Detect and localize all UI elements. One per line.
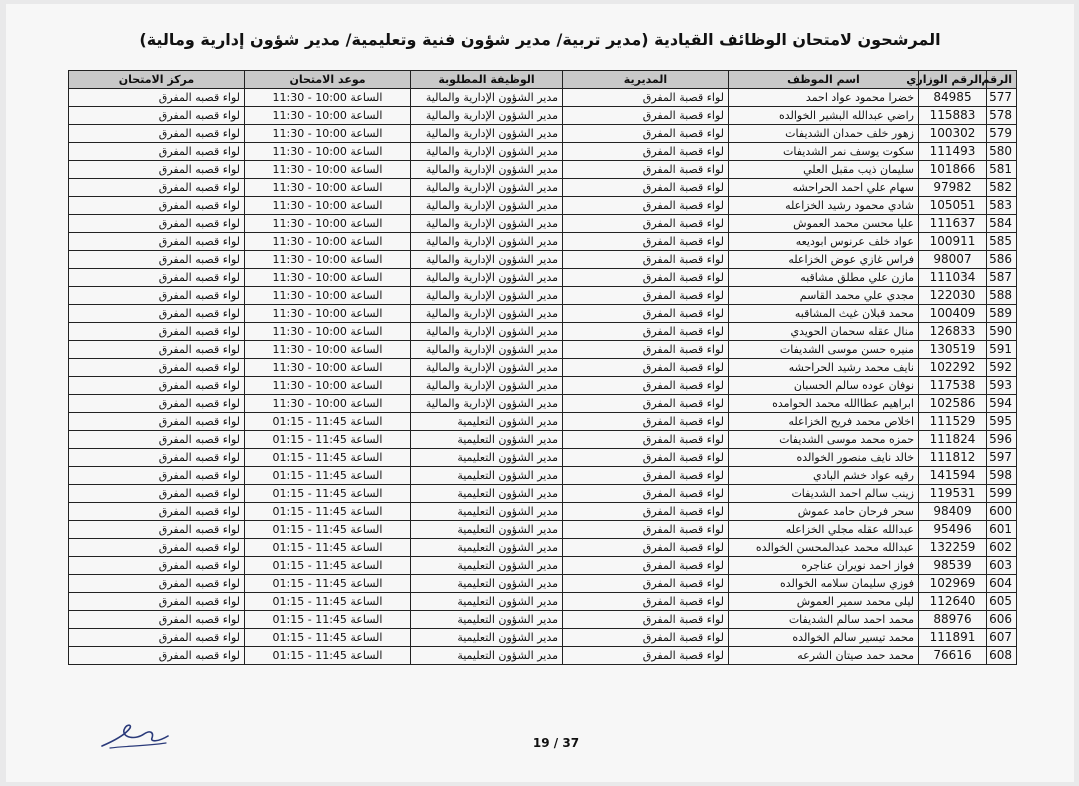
cell-exam-time: الساعة 10:00 - 11:30 (245, 161, 411, 179)
cell-ministry-id: 102969 (919, 575, 987, 593)
cell-exam-center: لواء قصبه المفرق (69, 449, 245, 467)
cell-ministry-id: 88976 (919, 611, 987, 629)
cell-no: 608 (987, 647, 1017, 665)
cell-job: مدير الشؤون التعليمية (411, 521, 563, 539)
cell-directorate: لواء قصبة المفرق (563, 233, 729, 251)
cell-no: 594 (987, 395, 1017, 413)
cell-exam-time: الساعة 10:00 - 11:30 (245, 269, 411, 287)
cell-directorate: لواء قصبة المفرق (563, 197, 729, 215)
cell-no: 585 (987, 233, 1017, 251)
cell-ministry-id: 95496 (919, 521, 987, 539)
cell-name: خضرا محمود عواد احمد (729, 89, 919, 107)
cell-exam-time: الساعة 11:45 - 01:15 (245, 647, 411, 665)
cell-no: 586 (987, 251, 1017, 269)
cell-exam-time: الساعة 10:00 - 11:30 (245, 197, 411, 215)
cell-directorate: لواء قصبة المفرق (563, 413, 729, 431)
cell-ministry-id: 76616 (919, 647, 987, 665)
col-header-job: الوظيفة المطلوبة (411, 71, 563, 89)
handwritten-signature (96, 716, 176, 752)
cell-exam-center: لواء قصبه المفرق (69, 575, 245, 593)
cell-no: 588 (987, 287, 1017, 305)
cell-ministry-id: 111812 (919, 449, 987, 467)
cell-job: مدير الشؤون الإدارية والمالية (411, 179, 563, 197)
cell-job: مدير الشؤون الإدارية والمالية (411, 251, 563, 269)
table-row (69, 107, 1017, 125)
cell-directorate: لواء قصبة المفرق (563, 305, 729, 323)
cell-job: مدير الشؤون الإدارية والمالية (411, 305, 563, 323)
cell-name: حمزه محمد موسى الشديفات (729, 431, 919, 449)
cell-ministry-id: 130519 (919, 341, 987, 359)
cell-job: مدير الشؤون التعليمية (411, 467, 563, 485)
cell-no: 605 (987, 593, 1017, 611)
cell-exam-center: لواء قصبه المفرق (69, 125, 245, 143)
cell-name: منيره حسن موسى الشديفات (729, 341, 919, 359)
cell-directorate: لواء قصبة المفرق (563, 215, 729, 233)
cell-ministry-id: 111824 (919, 431, 987, 449)
cell-job: مدير الشؤون الإدارية والمالية (411, 143, 563, 161)
cell-job: مدير الشؤون التعليمية (411, 503, 563, 521)
cell-exam-center: لواء قصبه المفرق (69, 143, 245, 161)
cell-exam-center: لواء قصبه المفرق (69, 359, 245, 377)
cell-exam-center: لواء قصبه المفرق (69, 629, 245, 647)
cell-exam-time: الساعة 10:00 - 11:30 (245, 143, 411, 161)
cell-name: ابراهيم عطاالله محمد الحوامده (729, 395, 919, 413)
cell-job: مدير الشؤون الإدارية والمالية (411, 125, 563, 143)
cell-exam-time: الساعة 11:45 - 01:15 (245, 593, 411, 611)
cell-no: 597 (987, 449, 1017, 467)
cell-exam-center: لواء قصبه المفرق (69, 233, 245, 251)
cell-job: مدير الشؤون التعليمية (411, 539, 563, 557)
table-row (69, 125, 1017, 143)
cell-name: محمد حمد صيتان الشرعه (729, 647, 919, 665)
cell-exam-center: لواء قصبه المفرق (69, 539, 245, 557)
cell-no: 598 (987, 467, 1017, 485)
cell-name: نوفان عوده سالم الحسبان (729, 377, 919, 395)
cell-job: مدير الشؤون التعليمية (411, 485, 563, 503)
cell-exam-center: لواء قصبه المفرق (69, 215, 245, 233)
cell-directorate: لواء قصبة المفرق (563, 161, 729, 179)
cell-directorate: لواء قصبة المفرق (563, 251, 729, 269)
table-row (69, 413, 1017, 431)
cell-no: 593 (987, 377, 1017, 395)
cell-directorate: لواء قصبة المفرق (563, 629, 729, 647)
cell-directorate: لواء قصبة المفرق (563, 503, 729, 521)
cell-ministry-id: 111891 (919, 629, 987, 647)
table-row (69, 449, 1017, 467)
table-row (69, 395, 1017, 413)
table-row (69, 647, 1017, 665)
cell-exam-center: لواء قصبه المفرق (69, 161, 245, 179)
cell-exam-center: لواء قصبه المفرق (69, 89, 245, 107)
cell-job: مدير الشؤون الإدارية والمالية (411, 359, 563, 377)
cell-job: مدير الشؤون الإدارية والمالية (411, 377, 563, 395)
cell-exam-center: لواء قصبه المفرق (69, 287, 245, 305)
table-header-row (69, 71, 1017, 89)
cell-exam-center: لواء قصبه المفرق (69, 485, 245, 503)
table-row (69, 629, 1017, 647)
cell-exam-time: الساعة 10:00 - 11:30 (245, 251, 411, 269)
cell-exam-center: لواء قصبه المفرق (69, 197, 245, 215)
cell-directorate: لواء قصبة المفرق (563, 539, 729, 557)
cell-exam-time: الساعة 11:45 - 01:15 (245, 485, 411, 503)
cell-ministry-id: 105051 (919, 197, 987, 215)
cell-name: محمد تيسير سالم الخوالده (729, 629, 919, 647)
cell-job: مدير الشؤون التعليمية (411, 431, 563, 449)
col-header-ministry-id: الرقم الوزاري (919, 71, 987, 89)
cell-directorate: لواء قصبة المفرق (563, 485, 729, 503)
table-row (69, 233, 1017, 251)
cell-exam-time: الساعة 10:00 - 11:30 (245, 377, 411, 395)
cell-directorate: لواء قصبة المفرق (563, 125, 729, 143)
cell-ministry-id: 102586 (919, 395, 987, 413)
table-row (69, 215, 1017, 233)
cell-name: ليلى محمد سمير العموش (729, 593, 919, 611)
table-row (69, 269, 1017, 287)
cell-exam-center: لواء قصبه المفرق (69, 323, 245, 341)
cell-ministry-id: 117538 (919, 377, 987, 395)
cell-no: 595 (987, 413, 1017, 431)
cell-no: 587 (987, 269, 1017, 287)
cell-ministry-id: 102292 (919, 359, 987, 377)
table-row (69, 485, 1017, 503)
cell-job: مدير الشؤون التعليمية (411, 557, 563, 575)
col-header-exam-time: موعد الامتحان (245, 71, 411, 89)
cell-no: 583 (987, 197, 1017, 215)
cell-ministry-id: 132259 (919, 539, 987, 557)
cell-exam-time: الساعة 11:45 - 01:15 (245, 431, 411, 449)
cell-job: مدير الشؤون الإدارية والمالية (411, 215, 563, 233)
cell-name: عبدالله عقله مجلي الخزاعله (729, 521, 919, 539)
cell-exam-center: لواء قصبه المفرق (69, 611, 245, 629)
cell-job: مدير الشؤون التعليمية (411, 611, 563, 629)
cell-name: عواد خلف عرنوس ابوديعه (729, 233, 919, 251)
cell-ministry-id: 98409 (919, 503, 987, 521)
cell-directorate: لواء قصبة المفرق (563, 467, 729, 485)
cell-no: 582 (987, 179, 1017, 197)
cell-directorate: لواء قصبة المفرق (563, 647, 729, 665)
table-row (69, 197, 1017, 215)
cell-no: 592 (987, 359, 1017, 377)
cell-exam-center: لواء قصبه المفرق (69, 269, 245, 287)
cell-no: 602 (987, 539, 1017, 557)
cell-exam-time: الساعة 10:00 - 11:30 (245, 215, 411, 233)
cell-job: مدير الشؤون التعليمية (411, 413, 563, 431)
cell-exam-time: الساعة 11:45 - 01:15 (245, 467, 411, 485)
cell-name: عبدالله محمد عبدالمحسن الخوالده (729, 539, 919, 557)
cell-ministry-id: 126833 (919, 323, 987, 341)
cell-exam-center: لواء قصبه المفرق (69, 251, 245, 269)
cell-directorate: لواء قصبة المفرق (563, 431, 729, 449)
cell-directorate: لواء قصبة المفرق (563, 89, 729, 107)
cell-exam-time: الساعة 10:00 - 11:30 (245, 395, 411, 413)
table-row (69, 89, 1017, 107)
cell-no: 590 (987, 323, 1017, 341)
cell-name: محمد قبلان غيث المشاقبه (729, 305, 919, 323)
cell-exam-center: لواء قصبه المفرق (69, 179, 245, 197)
table-row (69, 179, 1017, 197)
cell-name: خالد نايف منصور الخوالده (729, 449, 919, 467)
cell-no: 581 (987, 161, 1017, 179)
cell-name: سحر فرحان حامد عموش (729, 503, 919, 521)
cell-no: 604 (987, 575, 1017, 593)
cell-directorate: لواء قصبة المفرق (563, 521, 729, 539)
table-row (69, 431, 1017, 449)
candidates-table (68, 70, 1017, 665)
cell-directorate: لواء قصبة المفرق (563, 557, 729, 575)
document-page (6, 4, 1074, 782)
cell-ministry-id: 119531 (919, 485, 987, 503)
document-title: المرشحون لامتحان الوظائف القيادية (مدير تربية/ مدير شؤون فنية وتعليمية/ مدير شؤون إدارية ومالية) (139, 30, 941, 49)
cell-job: مدير الشؤون الإدارية والمالية (411, 269, 563, 287)
cell-ministry-id: 112640 (919, 593, 987, 611)
cell-name: محمد احمد سالم الشديفات (729, 611, 919, 629)
table-row (69, 467, 1017, 485)
cell-name: نايف محمد رشيد الحراحشه (729, 359, 919, 377)
cell-directorate: لواء قصبة المفرق (563, 341, 729, 359)
cell-ministry-id: 84985 (919, 89, 987, 107)
cell-exam-time: الساعة 10:00 - 11:30 (245, 305, 411, 323)
cell-job: مدير الشؤون الإدارية والمالية (411, 395, 563, 413)
cell-name: رقيه عواد خشم البادي (729, 467, 919, 485)
cell-exam-center: لواء قصبه المفرق (69, 341, 245, 359)
cell-exam-time: الساعة 10:00 - 11:30 (245, 323, 411, 341)
cell-exam-center: لواء قصبه المفرق (69, 107, 245, 125)
table-row (69, 575, 1017, 593)
col-header-name: اسم الموظف (729, 71, 919, 89)
cell-directorate: لواء قصبة المفرق (563, 359, 729, 377)
cell-directorate: لواء قصبة المفرق (563, 395, 729, 413)
table-row (69, 161, 1017, 179)
table-row (69, 359, 1017, 377)
cell-exam-time: الساعة 11:45 - 01:15 (245, 539, 411, 557)
cell-directorate: لواء قصبة المفرق (563, 143, 729, 161)
cell-job: مدير الشؤون الإدارية والمالية (411, 197, 563, 215)
table-row (69, 251, 1017, 269)
table-row (69, 611, 1017, 629)
table-row (69, 503, 1017, 521)
cell-job: مدير الشؤون الإدارية والمالية (411, 89, 563, 107)
cell-job: مدير الشؤون الإدارية والمالية (411, 161, 563, 179)
cell-name: منال عقله سحمان الحويدي (729, 323, 919, 341)
cell-exam-time: الساعة 10:00 - 11:30 (245, 125, 411, 143)
cell-exam-center: لواء قصبه المفرق (69, 647, 245, 665)
cell-exam-time: الساعة 11:45 - 01:15 (245, 413, 411, 431)
cell-exam-time: الساعة 10:00 - 11:30 (245, 107, 411, 125)
cell-no: 596 (987, 431, 1017, 449)
table-row (69, 557, 1017, 575)
cell-no: 577 (987, 89, 1017, 107)
table-row (69, 305, 1017, 323)
cell-directorate: لواء قصبة المفرق (563, 107, 729, 125)
cell-exam-time: الساعة 11:45 - 01:15 (245, 575, 411, 593)
cell-exam-center: لواء قصبه المفرق (69, 305, 245, 323)
cell-exam-time: الساعة 11:45 - 01:15 (245, 503, 411, 521)
table-row (69, 377, 1017, 395)
cell-ministry-id: 111493 (919, 143, 987, 161)
cell-no: 580 (987, 143, 1017, 161)
cell-job: مدير الشؤون الإدارية والمالية (411, 323, 563, 341)
cell-ministry-id: 111637 (919, 215, 987, 233)
cell-exam-center: لواء قصبه المفرق (69, 521, 245, 539)
cell-directorate: لواء قصبة المفرق (563, 611, 729, 629)
table-row (69, 539, 1017, 557)
cell-exam-center: لواء قصبه المفرق (69, 395, 245, 413)
cell-job: مدير الشؤون التعليمية (411, 647, 563, 665)
cell-no: 599 (987, 485, 1017, 503)
cell-exam-time: الساعة 10:00 - 11:30 (245, 359, 411, 377)
cell-job: مدير الشؤون التعليمية (411, 449, 563, 467)
cell-name: مجدي علي محمد القاسم (729, 287, 919, 305)
cell-ministry-id: 141594 (919, 467, 987, 485)
cell-exam-time: الساعة 10:00 - 11:30 (245, 179, 411, 197)
cell-no: 578 (987, 107, 1017, 125)
col-header-directorate: المديرية (563, 71, 729, 89)
cell-name: زهور خلف حمدان الشديفات (729, 125, 919, 143)
cell-ministry-id: 100302 (919, 125, 987, 143)
col-header-exam-center: مركز الامتحان (69, 71, 245, 89)
cell-no: 606 (987, 611, 1017, 629)
cell-exam-time: الساعة 10:00 - 11:30 (245, 233, 411, 251)
cell-ministry-id: 100409 (919, 305, 987, 323)
cell-name: فوزي سليمان سلامه الخوالده (729, 575, 919, 593)
cell-ministry-id: 115883 (919, 107, 987, 125)
cell-exam-time: الساعة 11:45 - 01:15 (245, 629, 411, 647)
cell-ministry-id: 98007 (919, 251, 987, 269)
cell-ministry-id: 101866 (919, 161, 987, 179)
cell-no: 589 (987, 305, 1017, 323)
cell-no: 601 (987, 521, 1017, 539)
cell-name: اخلاص محمد فريح الخزاعله (729, 413, 919, 431)
cell-exam-center: لواء قصبه المفرق (69, 431, 245, 449)
cell-directorate: لواء قصبة المفرق (563, 377, 729, 395)
cell-ministry-id: 111034 (919, 269, 987, 287)
page-number: 19 / 37 (532, 736, 580, 750)
cell-name: عليا محسن محمد العموش (729, 215, 919, 233)
cell-directorate: لواء قصبة المفرق (563, 323, 729, 341)
cell-name: مازن علي مطلق مشاقبه (729, 269, 919, 287)
table-row (69, 521, 1017, 539)
cell-exam-time: الساعة 10:00 - 11:30 (245, 89, 411, 107)
cell-name: فراس غازي عوض الخزاعله (729, 251, 919, 269)
table-row (69, 287, 1017, 305)
table-body (69, 89, 1017, 665)
cell-no: 584 (987, 215, 1017, 233)
cell-ministry-id: 100911 (919, 233, 987, 251)
cell-directorate: لواء قصبة المفرق (563, 179, 729, 197)
cell-ministry-id: 122030 (919, 287, 987, 305)
cell-exam-time: الساعة 11:45 - 01:15 (245, 449, 411, 467)
cell-name: فواز احمد نويران عناجره (729, 557, 919, 575)
cell-exam-center: لواء قصبه المفرق (69, 467, 245, 485)
cell-ministry-id: 97982 (919, 179, 987, 197)
col-header-no: الرقم (987, 71, 1017, 89)
cell-job: مدير الشؤون التعليمية (411, 593, 563, 611)
table-row (69, 143, 1017, 161)
cell-directorate: لواء قصبة المفرق (563, 269, 729, 287)
cell-name: سكوت يوسف نمر الشديفات (729, 143, 919, 161)
cell-ministry-id: 98539 (919, 557, 987, 575)
cell-name: راضي عبدالله البشير الخوالده (729, 107, 919, 125)
cell-exam-center: لواء قصبه المفرق (69, 593, 245, 611)
cell-job: مدير الشؤون الإدارية والمالية (411, 341, 563, 359)
cell-name: زينب سالم احمد الشديفات (729, 485, 919, 503)
cell-ministry-id: 111529 (919, 413, 987, 431)
cell-exam-time: الساعة 10:00 - 11:30 (245, 341, 411, 359)
cell-no: 607 (987, 629, 1017, 647)
cell-name: سهام علي احمد الحراحشه (729, 179, 919, 197)
cell-directorate: لواء قصبة المفرق (563, 449, 729, 467)
cell-job: مدير الشؤون الإدارية والمالية (411, 233, 563, 251)
table-row (69, 323, 1017, 341)
cell-job: مدير الشؤون الإدارية والمالية (411, 287, 563, 305)
cell-exam-center: لواء قصبه المفرق (69, 503, 245, 521)
cell-directorate: لواء قصبة المفرق (563, 575, 729, 593)
table-row (69, 341, 1017, 359)
cell-no: 579 (987, 125, 1017, 143)
cell-exam-time: الساعة 10:00 - 11:30 (245, 287, 411, 305)
cell-exam-time: الساعة 11:45 - 01:15 (245, 611, 411, 629)
cell-exam-time: الساعة 11:45 - 01:15 (245, 557, 411, 575)
cell-no: 591 (987, 341, 1017, 359)
cell-name: سليمان ذيب مقبل العلي (729, 161, 919, 179)
cell-directorate: لواء قصبة المفرق (563, 593, 729, 611)
table-row (69, 593, 1017, 611)
cell-exam-center: لواء قصبه المفرق (69, 377, 245, 395)
cell-name: شادي محمود رشيد الخزاعله (729, 197, 919, 215)
cell-exam-time: الساعة 11:45 - 01:15 (245, 521, 411, 539)
cell-job: مدير الشؤون التعليمية (411, 575, 563, 593)
cell-no: 603 (987, 557, 1017, 575)
cell-exam-center: لواء قصبه المفرق (69, 557, 245, 575)
cell-directorate: لواء قصبة المفرق (563, 287, 729, 305)
cell-job: مدير الشؤون الإدارية والمالية (411, 107, 563, 125)
cell-job: مدير الشؤون التعليمية (411, 629, 563, 647)
cell-no: 600 (987, 503, 1017, 521)
cell-exam-center: لواء قصبه المفرق (69, 413, 245, 431)
